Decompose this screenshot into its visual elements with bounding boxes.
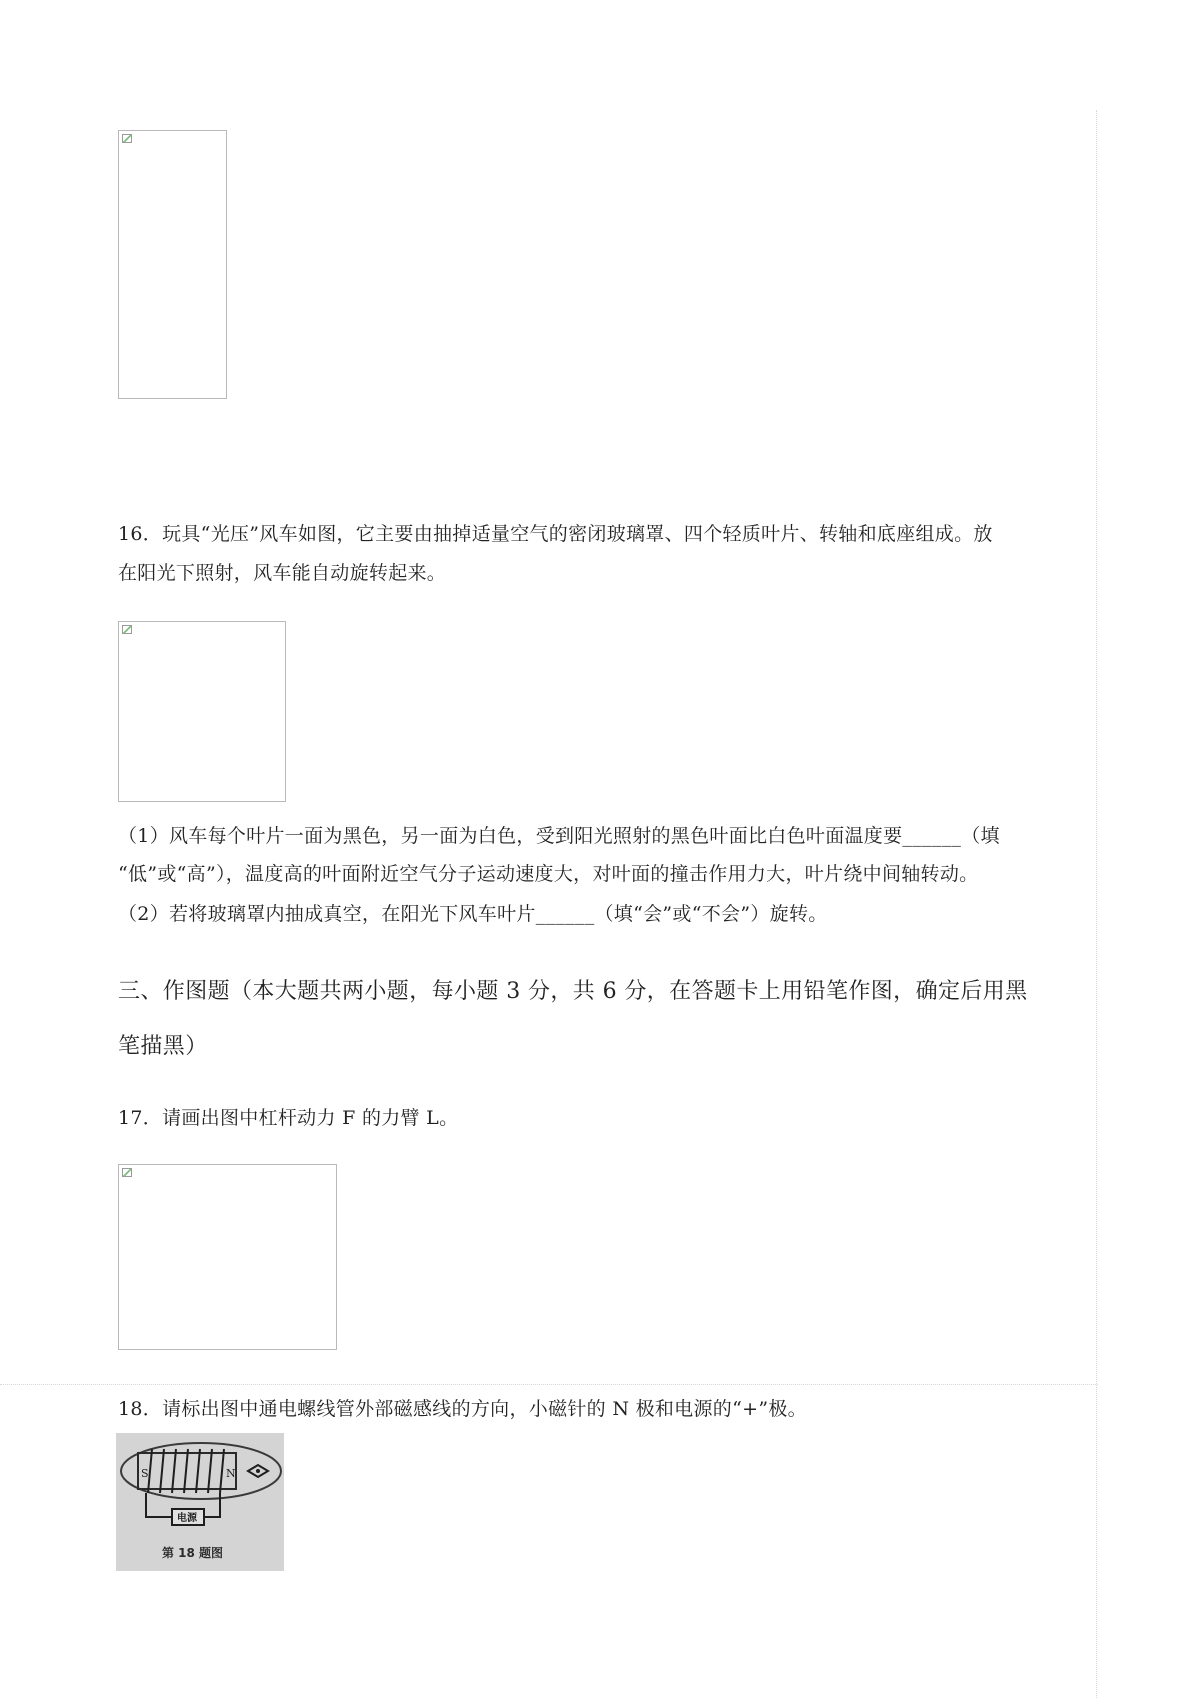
solenoid-n-label: N (226, 1467, 236, 1480)
wire-right (204, 1493, 220, 1517)
q16-stem-line-1: 16．玩具“光压”风车如图，它主要由抽掉适量空气的密闭玻璃罩、四个轻质叶片、转轴和底座组成。放 (118, 523, 993, 545)
q18-stem: 18．请标出图中通电螺线管外部磁感线的方向，小磁针的 N 极和电源的“+”极。 (118, 1398, 807, 1420)
q16-figure-placeholder (118, 621, 286, 802)
figure-caption: 第 18 题图 (162, 1546, 224, 1560)
q17-stem: 17．请画出图中杠杆动力 F 的力臂 L。 (118, 1107, 459, 1129)
broken-image-icon (122, 134, 132, 143)
page-break (0, 1384, 1098, 1385)
broken-image-icon (122, 625, 132, 634)
coil-windings (148, 1449, 224, 1493)
solenoid-diagram (116, 1433, 284, 1571)
q16-sub1-line-1: （1）风车每个叶片一面为黑色，另一面为白色，受到阳光照射的黑色叶面比白色叶面温度要______（填 (118, 825, 1000, 847)
q16-stem-line-2: 在阳光下照射，风车能自动旋转起来。 (118, 562, 447, 584)
q16-sub1-line-2: “低”或“高”），温度高的叶面附近空气分子运动速度大，对叶面的撞击作用力大，叶片绕中间轴转动。 (118, 863, 979, 885)
power-source-label: 电源 (177, 1513, 197, 1524)
compass-pivot (256, 1469, 260, 1473)
solenoid-s-label: S (141, 1467, 149, 1480)
section-3-heading-line-2: 笔描黑） (118, 1034, 208, 1059)
q17-figure-placeholder (118, 1164, 337, 1350)
q16-sub2: （2）若将玻璃罩内抽成真空，在阳光下风车叶片______（填“会”或“不会”）旋转。 (118, 903, 828, 925)
q15-figure-placeholder (118, 130, 227, 399)
section-3-heading-line-1: 三、作图题（本大题共两小题，每小题 3 分，共 6 分，在答题卡上用铅笔作图，确定后用黑 (118, 979, 1028, 1004)
page-edge (1096, 110, 1097, 1698)
q18-solenoid-figure (116, 1433, 284, 1571)
broken-image-icon (122, 1168, 132, 1177)
